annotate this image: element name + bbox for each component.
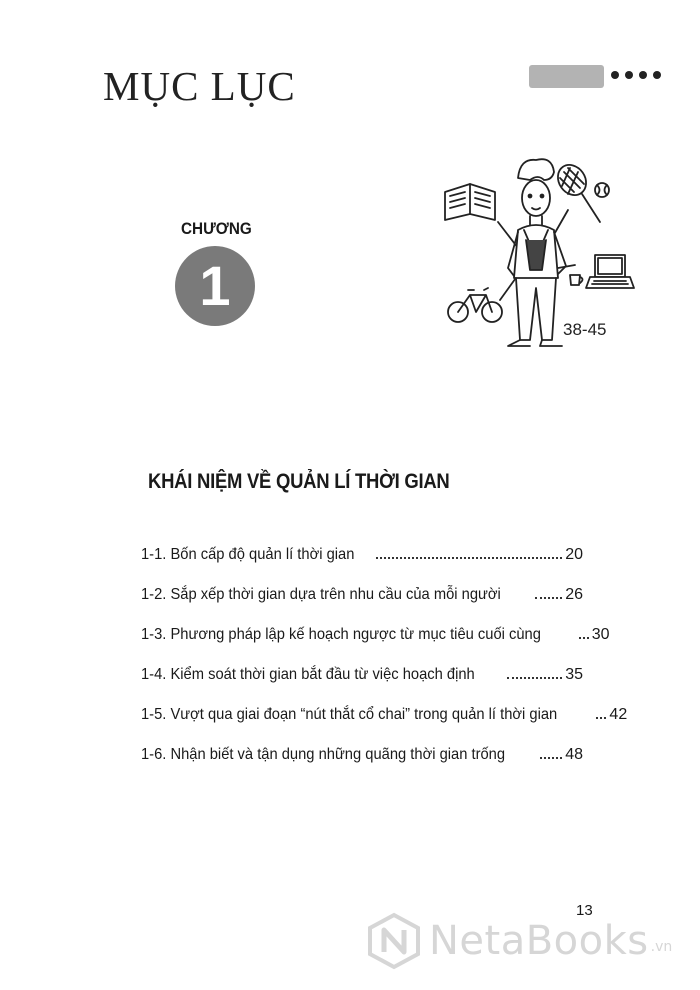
toc-entry[interactable]: [141, 546, 583, 586]
watermark-suffix: .vn: [650, 939, 673, 955]
dot: [639, 71, 647, 79]
toc-entry-page: 26: [565, 586, 583, 603]
toc-entry-title: 1-1. Bốn cấp độ quản lí thời gian: [141, 546, 355, 563]
dot: [611, 71, 619, 79]
watermark: [365, 912, 672, 970]
toc-entry[interactable]: [141, 586, 583, 626]
dot: [625, 71, 633, 79]
laptop-icon: [586, 255, 634, 288]
chapter-badge: [175, 246, 255, 326]
toc-entry[interactable]: [141, 666, 583, 706]
header-dots: [611, 71, 661, 79]
toc-entry[interactable]: [141, 706, 628, 746]
toc-entry-page: 42: [609, 706, 628, 723]
toc-entry-page: 48: [565, 746, 583, 763]
toc-leader: [535, 597, 562, 599]
tennis-ball-icon: [595, 183, 609, 197]
toc-entry-page: 35: [565, 666, 583, 683]
page-number: 13: [576, 902, 593, 919]
watermark-brand: NetaBooks: [429, 918, 649, 964]
toc-leader: [579, 637, 589, 639]
chapter-pages: 38-45: [563, 320, 607, 339]
page-title: MỤC LỤC: [103, 63, 296, 109]
netabooks-logo-icon: [365, 912, 423, 970]
toc-leader: [596, 717, 606, 719]
toc-list: [141, 546, 628, 786]
toc-entry[interactable]: [141, 746, 583, 786]
man-figure-icon: [508, 159, 566, 346]
toc-entry-title: 1-5. Vượt qua giai đoạn “nút thắt cổ chai” trong quản lí thời gian: [141, 706, 558, 723]
book-icon: [445, 184, 495, 220]
toc-entry-title: 1-3. Phương pháp lập kế hoạch ngược từ mục tiêu cuối cùng: [141, 626, 541, 643]
chapter-number: 1: [199, 254, 231, 317]
toc-entry-page: 30: [591, 626, 610, 643]
toc-entry[interactable]: [141, 626, 610, 666]
toc-entry-title: 1-2. Sắp xếp thời gian dựa trên nhu cầu của mỗi người: [141, 586, 501, 603]
dot: [653, 71, 661, 79]
section-heading: KHÁI NIỆM VỀ QUẢN LÍ THỜI GIAN: [148, 470, 450, 493]
chapter-label: CHƯƠNG: [181, 219, 252, 238]
tennis-racket-icon: [552, 159, 600, 222]
bicycle-icon: [448, 288, 502, 322]
toc-leader: [376, 557, 562, 559]
toc-leader: [540, 757, 562, 759]
header-tab-bar: [529, 65, 604, 88]
toc-entry-title: 1-6. Nhận biết và tận dụng những quãng thời gian trống: [141, 746, 506, 763]
toc-leader: [507, 677, 562, 679]
coffee-cup-icon: [570, 275, 583, 285]
chapter-illustration: [440, 150, 640, 370]
toc-entry-title: 1-4. Kiểm soát thời gian bắt đầu từ việc hoạch định: [141, 666, 475, 683]
toc-entry-page: 20: [565, 546, 583, 563]
